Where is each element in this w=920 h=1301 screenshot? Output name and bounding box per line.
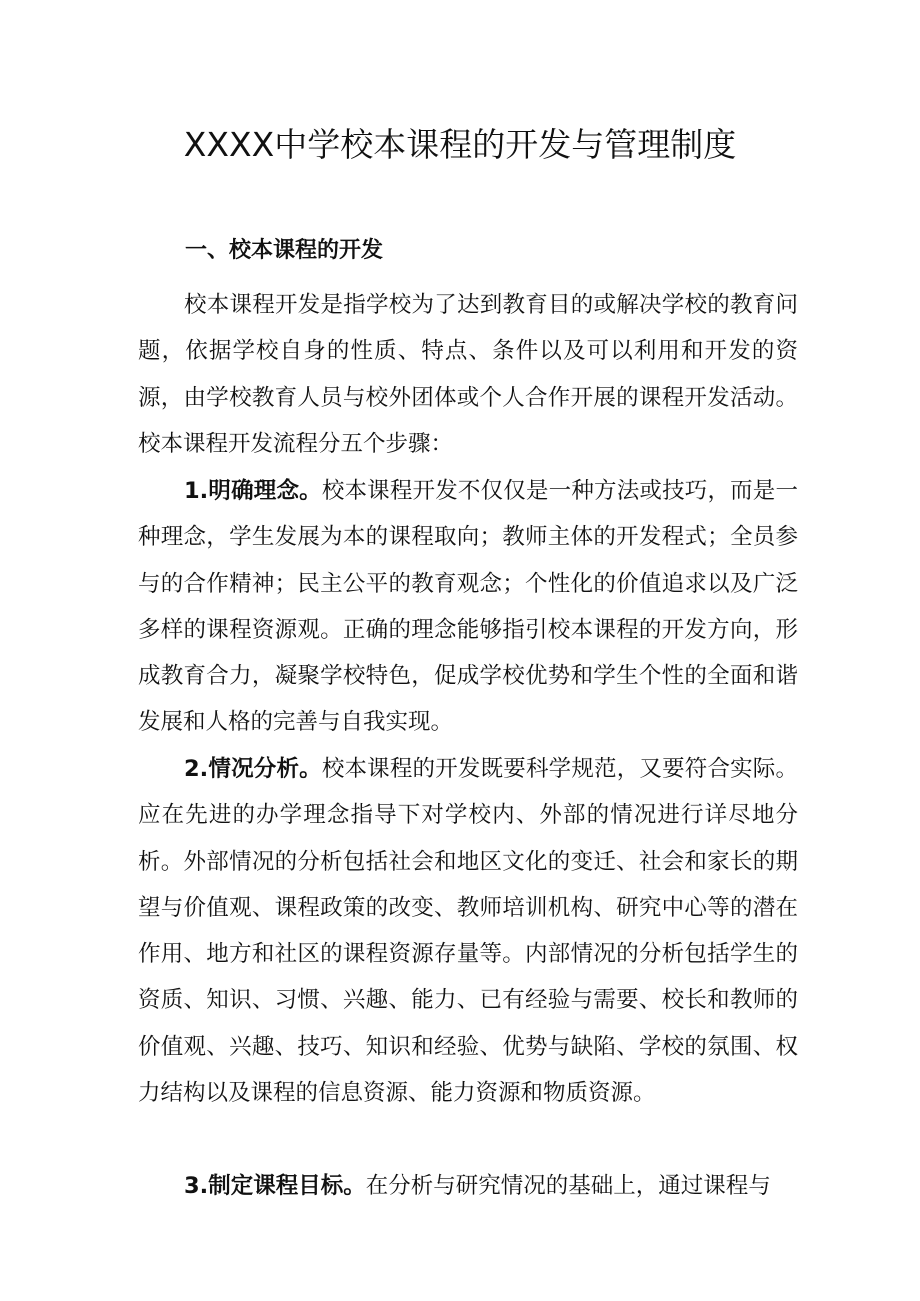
intro-paragraph: [138, 282, 798, 467]
section-heading: 一、校本课程的开发: [185, 238, 384, 263]
step-lead-3: 3.制定课程目标。: [184, 1173, 366, 1199]
intro-text: 校本课程开发是指学校为了达到教育目的或解决学校的教育问题，依据学校自身的性质、特点、条件以及可以利用和开发的资源，由学校教育人员与校外团体或个人合作开展的课程开发活动。校本课程开发流程分五个步骤：: [138, 292, 798, 457]
step-text-1: 校本课程开发不仅仅是一种方法或技巧，而是一种理念，学生发展为本的课程取向；教师主体的开发程式；全员参与的合作精神；民主公平的教育观念；个性化的价值追求以及广泛多样的课程资源观。正确的理念能够指引校本课程的开发方向，形成教育合力，凝聚学校特色，促成学校优势和学生个性的全面和谐发展和人格的完善与自我实现。: [138, 478, 798, 736]
step-paragraph-3: [138, 1163, 798, 1209]
step-lead-2: 2.情况分析。: [184, 756, 322, 782]
step-paragraph-1: [138, 468, 798, 746]
document-title: XXXX中学校本课程的开发与管理制度: [183, 125, 737, 164]
step-paragraph-2: [138, 746, 798, 1116]
step-lead-1: 1.明确理念。: [184, 478, 322, 504]
step-text-3: 在分析与研究情况的基础上，通过课程与: [365, 1173, 771, 1199]
step-text-2: 校本课程的开发既要科学规范，又要符合实际。应在先进的办学理念指导下对学校内、外部的情况进行详尽地分析。外部情况的分析包括社会和地区文化的变迁、社会和家长的期望与价值观、课程政策的改变、教师培训机构、研究中心等的潜在作用、地方和社区的课程资源存量等。内部情况的分析包括学生的资质、知识、习惯、兴趣、能力、已有经验与需要、校长和教师的价值观、兴趣、技巧、知识和经验、优势与缺陷、学校的氛围、权力结构以及课程的信息资源、能力资源和物质资源。: [138, 756, 798, 1107]
